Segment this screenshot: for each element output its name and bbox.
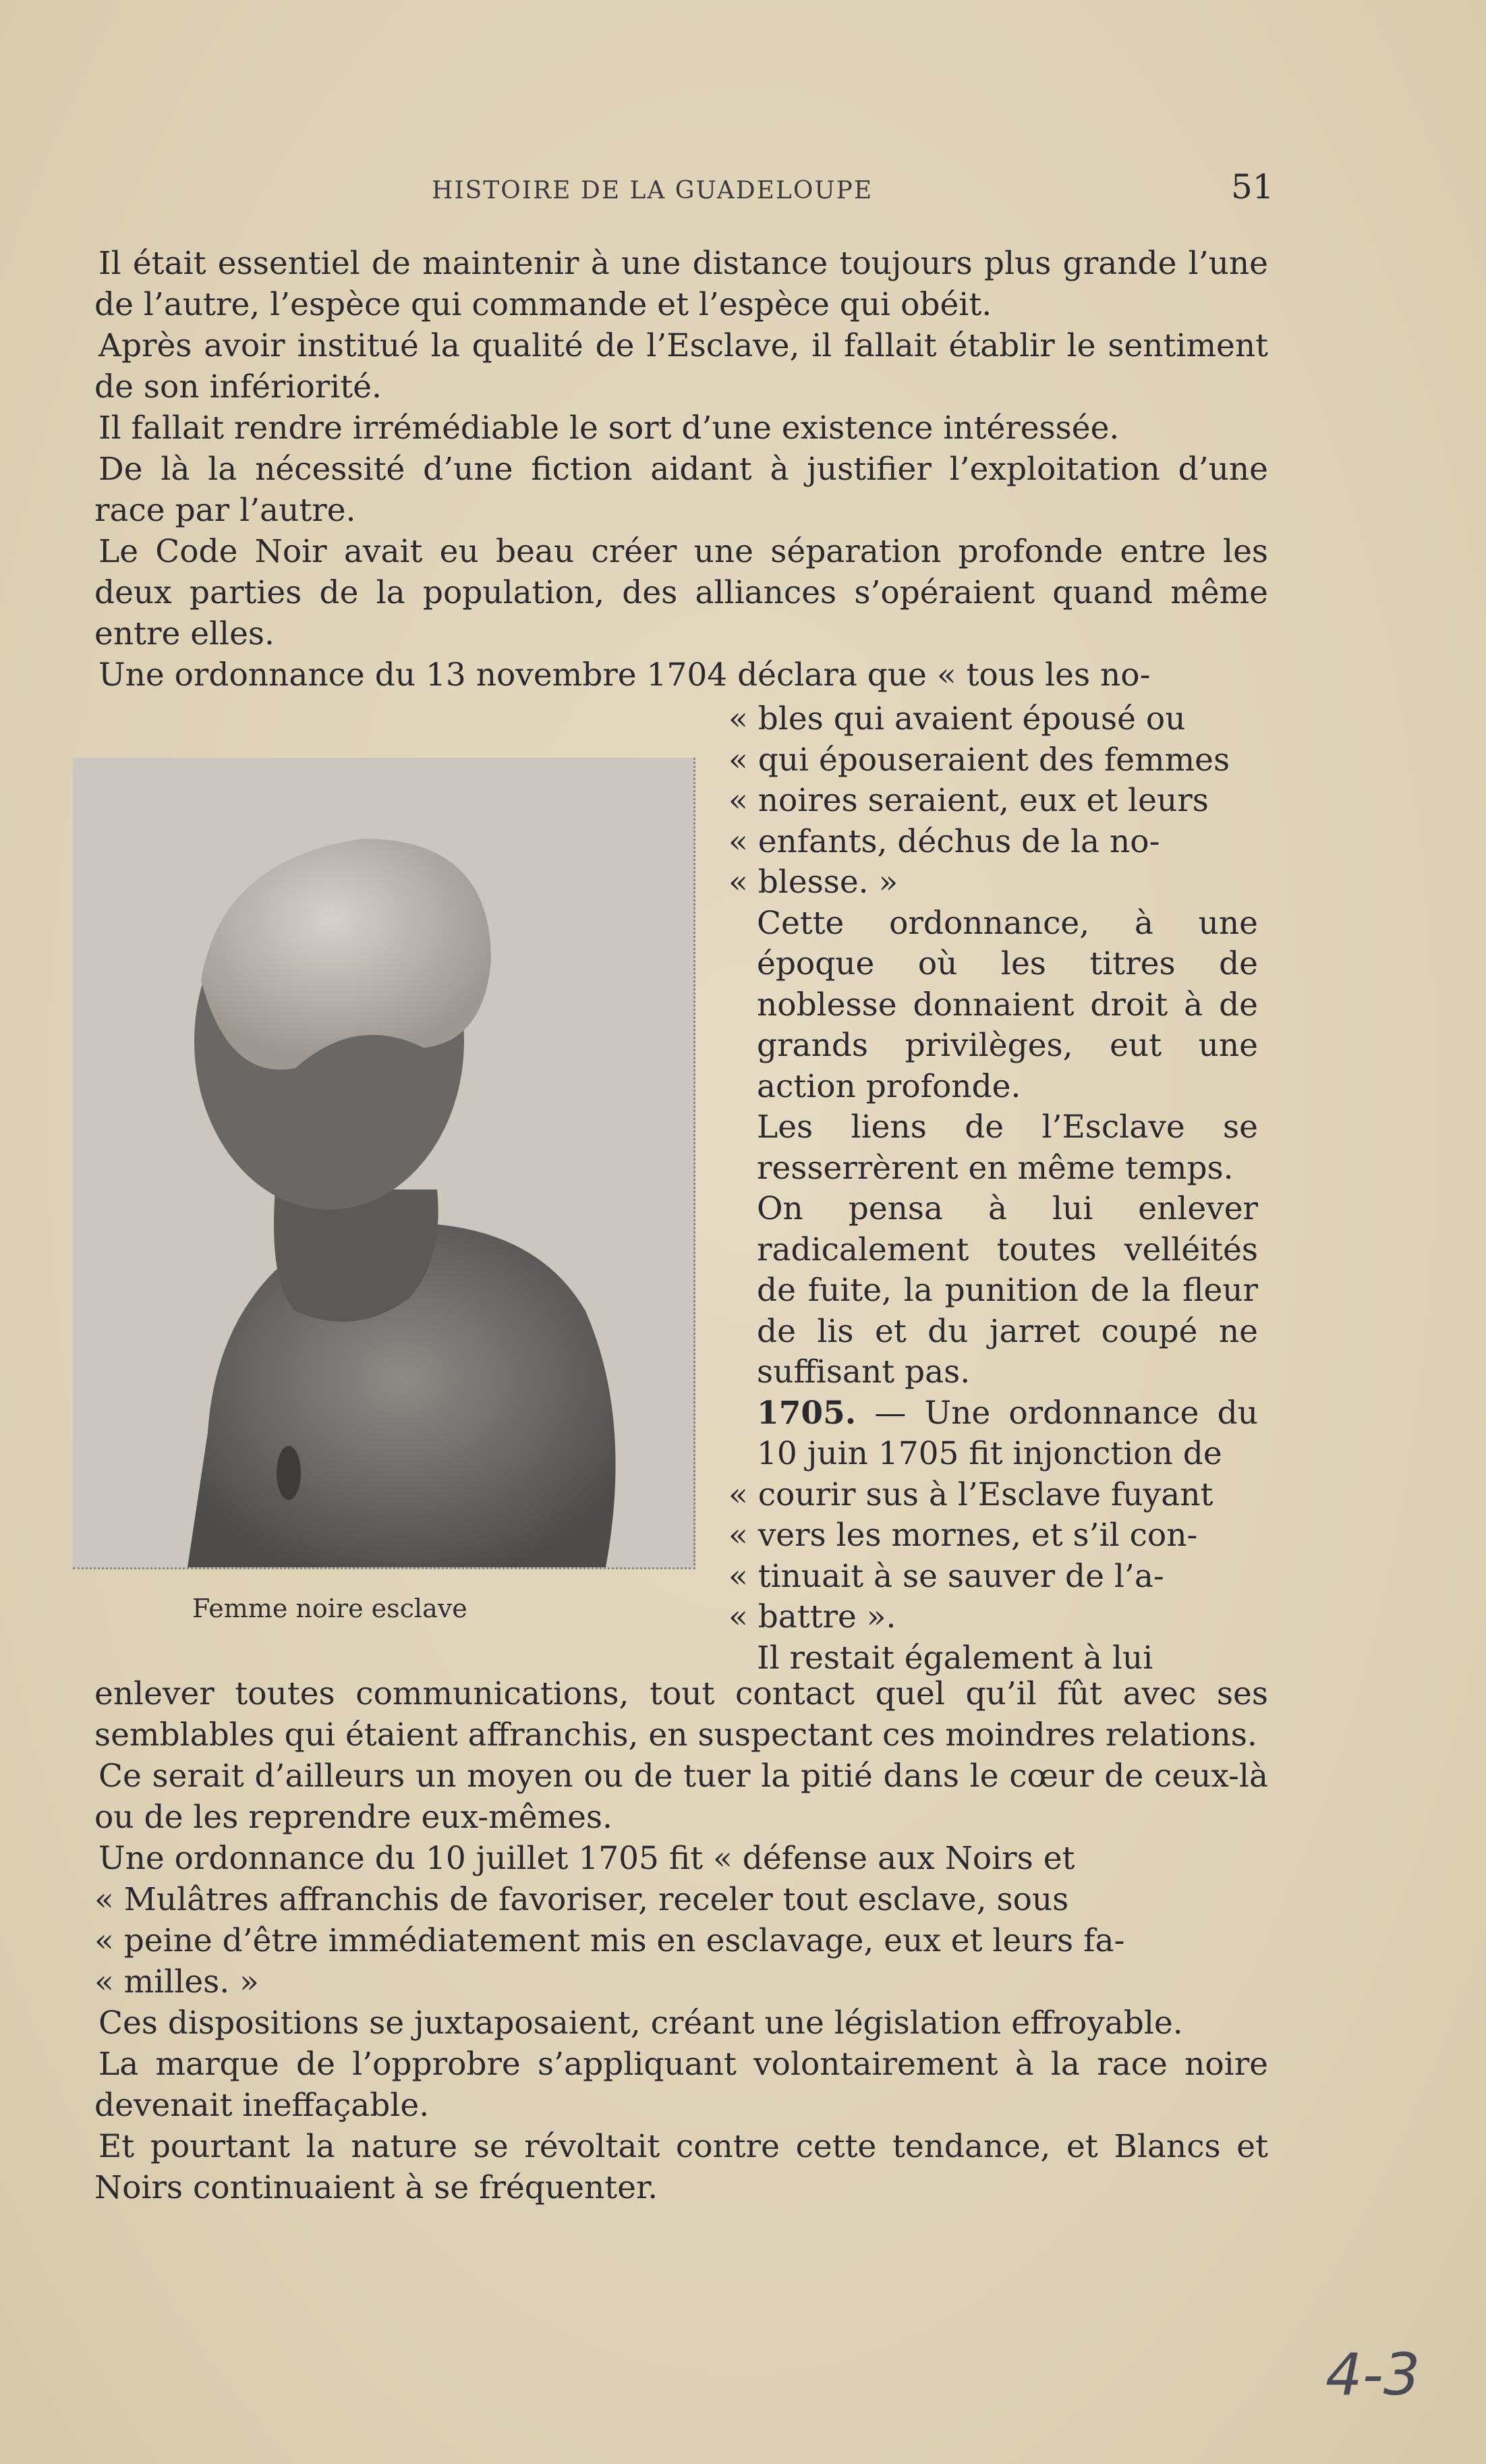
- top-text-block: [94, 243, 1268, 696]
- paragraph: Il restait également à lui: [757, 1639, 1153, 1677]
- ordinance-1705-paragraph: [728, 1393, 1258, 1475]
- quote-line: « bles qui avaient épousé ou: [728, 700, 1186, 737]
- paragraph: Et pourtant la nature se révoltait contre cette tendance, et Blancs et Noirs continuaient à se fréquenter.: [94, 2128, 1268, 2206]
- quote-line: « battre ».: [728, 1598, 896, 1635]
- page-number: 51: [1231, 167, 1274, 206]
- paragraph: Ce serait d’ailleurs un moyen ou de tuer la pitié dans le cœur de ceux-là ou de les reprendre eux-mêmes.: [94, 1758, 1268, 1836]
- paragraph: De là la nécessité d’une fiction aidant à justifier l’exploitation d’une race par l’autre.: [94, 451, 1268, 529]
- ordinance-text: — Une ordonnance du 10 juin 1705 fit injonction de: [757, 1394, 1258, 1472]
- photo-caption: Femme noire esclave: [192, 1594, 467, 1623]
- quote-line: « courir sus à l’Esclave fuyant: [728, 1476, 1213, 1513]
- running-header: HISTOIRE DE LA GUADELOUPE: [432, 177, 874, 204]
- paragraph: Il était essentiel de maintenir à une distance toujours plus grande l’une de l’autre, l’espèce qui commande et l’espèce qui obéit.: [94, 245, 1268, 323]
- paragraph: On pensa à lui enlever radicalement toutes velléités de fuite, la punition de la fleur de lis et du jarret coupé ne suffisant pas.: [757, 1190, 1258, 1391]
- quote-line: « qui épouseraient des femmes: [728, 741, 1230, 779]
- year-label: 1705.: [757, 1394, 857, 1432]
- quote-line: « enfants, déchus de la no-: [728, 822, 1160, 860]
- right-column: [728, 699, 1258, 1679]
- paragraph: Après avoir institué la qualité de l’Esclave, il fallait établir le sentiment de son infériorité.: [94, 327, 1268, 405]
- paragraph: Le Code Noir avait eu beau créer une séparation profonde entre les deux parties de la population, des alliances s’opéraient quand même entre elles.: [94, 533, 1268, 652]
- quote-line: « blesse. »: [728, 864, 898, 901]
- paragraph: Une ordonnance du 10 juillet 1705 fit « défense aux Noirs et: [98, 1840, 1075, 1877]
- paragraph: enlever toutes communications, tout contact quel qu’il fût avec ses semblables qui étaient affranchis, en suspectant ces moindres relations.: [94, 1675, 1268, 1754]
- handwritten-annotation: 4-3: [1325, 2341, 1421, 2409]
- portrait-image: [73, 758, 693, 1567]
- paragraph: Ces dispositions se juxtaposaient, créant une législation effroyable.: [98, 2005, 1183, 2042]
- quote-line: « Mulâtres affranchis de favoriser, receler tout esclave, sous: [94, 1881, 1069, 1918]
- paragraph: Cette ordonnance, à une époque où les titres de noblesse donnaient droit à de grands privilèges, eut une action profonde.: [757, 904, 1258, 1105]
- paragraph: Il fallait rendre irrémédiable le sort d’une existence intéressée.: [98, 410, 1120, 447]
- quote-line: « peine d’être immédiatement mis en esclavage, eux et leurs fa-: [94, 1922, 1125, 1959]
- bottom-text-block: [94, 1673, 1268, 2208]
- quote-line: « vers les mornes, et s’il con-: [728, 1517, 1198, 1554]
- quote-line: « milles. »: [94, 1963, 259, 2000]
- portrait-photo: [73, 758, 695, 1569]
- paragraph: Les liens de l’Esclave se resserrèrent en même temps.: [757, 1109, 1258, 1187]
- paragraph: La marque de l’opprobre s’appliquant volontairement à la race noire devenait ineffaçable.: [94, 2046, 1268, 2124]
- paragraph: Une ordonnance du 13 novembre 1704 déclara que « tous les no-: [98, 656, 1151, 694]
- quote-line: « tinuait à se sauver de l’a-: [728, 1557, 1164, 1595]
- quote-line: « noires seraient, eux et leurs: [728, 782, 1209, 819]
